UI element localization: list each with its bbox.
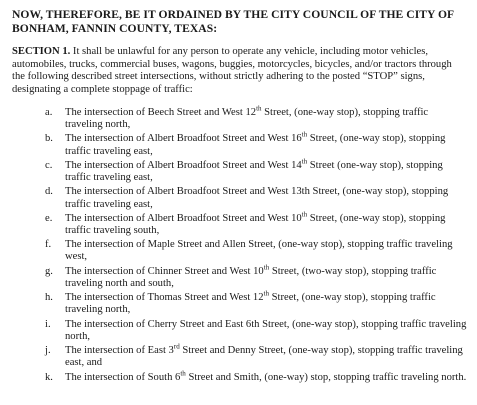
item-text-end: Street (one-way stop), stopping traffic traveling east, bbox=[65, 159, 443, 184]
item-superscript: th bbox=[301, 157, 308, 166]
list-marker: d. bbox=[45, 186, 53, 198]
item-text-start: The intersection of Albert Broadfoot Street and West 10 bbox=[65, 212, 302, 224]
list-marker: i. bbox=[45, 318, 51, 330]
section-label: SECTION 1. bbox=[12, 46, 71, 57]
item-text-end: Street and Denny Street, (one-way stop), stopping traffic traveling east, and bbox=[65, 345, 463, 369]
list-marker: g. bbox=[45, 265, 53, 277]
item-text-start: The intersection of Beech Street and West 12 bbox=[65, 106, 257, 118]
heading-line-2: BONHAM, FANNIN COUNTY, TEXAS: bbox=[12, 22, 218, 35]
item-text-start: The intersection of Thomas Street and West 12 bbox=[65, 292, 264, 304]
list-marker: a. bbox=[45, 106, 53, 118]
item-superscript: th bbox=[263, 289, 269, 298]
item-text-end: Street, (one-way stop), stopping traffic traveling north, bbox=[65, 292, 436, 316]
item-text-start: The intersection of Chinner Street and West 10 bbox=[65, 265, 264, 277]
item-superscript: th bbox=[301, 130, 308, 139]
item-superscript: rd bbox=[173, 342, 180, 351]
list-item bbox=[12, 130, 467, 157]
list-item bbox=[12, 104, 467, 131]
item-text-end: Street and Smith, (one-way) stop, stopping traffic traveling north. bbox=[185, 371, 467, 383]
item-text-start: The intersection of Albert Broadfoot Street and West 16 bbox=[65, 133, 302, 145]
item-text-start: The intersection of Albert Broadfoot Street and West 13th Street, (one-way stop), stopping traffic traveling east, bbox=[65, 186, 449, 210]
item-text-start: The intersection of East 3 bbox=[65, 345, 174, 357]
list-item bbox=[12, 263, 467, 290]
list-item bbox=[12, 289, 467, 316]
intersection-list bbox=[12, 104, 467, 384]
item-superscript: th bbox=[263, 263, 270, 272]
list-marker: k. bbox=[45, 371, 53, 383]
list-item bbox=[12, 239, 467, 263]
item-text-start: The intersection of Maple Street and Allen Street, (one-way stop), stopping traffic traveling west, bbox=[65, 239, 453, 263]
item-text-start: The intersection of Albert Broadfoot Street and West 14 bbox=[65, 159, 302, 171]
list-item bbox=[12, 157, 467, 184]
list-item bbox=[12, 186, 467, 210]
item-text-start: The intersection of Cherry Street and East 6th Street, (one-way stop), stopping traffic traveling north, bbox=[65, 318, 467, 342]
item-superscript: th bbox=[256, 104, 262, 113]
list-marker: f. bbox=[45, 239, 52, 251]
list-item bbox=[12, 319, 467, 343]
list-item bbox=[12, 342, 467, 369]
item-superscript: th bbox=[180, 369, 186, 378]
item-text-end: Street, (two-way stop), stopping traffic traveling north and south, bbox=[65, 265, 437, 289]
item-text-start: The intersection of South 6 bbox=[65, 371, 181, 383]
list-marker: b. bbox=[45, 133, 53, 145]
item-superscript: th bbox=[301, 210, 308, 219]
section-1-paragraph bbox=[12, 46, 467, 96]
item-text-end: Street, (one-way stop), stopping traffic traveling east, bbox=[65, 133, 446, 157]
list-item bbox=[12, 369, 467, 384]
list-marker: j. bbox=[45, 345, 51, 357]
list-item bbox=[12, 210, 467, 237]
list-marker: h. bbox=[45, 292, 53, 304]
list-marker: e. bbox=[45, 212, 53, 224]
list-marker: c. bbox=[45, 159, 53, 171]
item-text-end: Street, (one-way stop), stopping traffic traveling south, bbox=[65, 212, 446, 236]
section-text: It shall be unlawful for any person to operate any vehicle, including motor vehicles, automobiles, trucks, commercial buses, wagons, buggies, motorcycles, bicycles, and/or tractors through the following described street intersections, without strictly adhering to the posted “STOP” signs, designating a complete stoppage of traffic: bbox=[12, 46, 452, 95]
ordinance-heading bbox=[12, 8, 467, 36]
heading-line-1: NOW, THEREFORE, BE IT ORDAINED BY THE CITY COUNCIL OF THE CITY OF bbox=[12, 8, 455, 21]
item-text-end: Street, (one-way stop), stopping traffic traveling north, bbox=[65, 106, 429, 131]
